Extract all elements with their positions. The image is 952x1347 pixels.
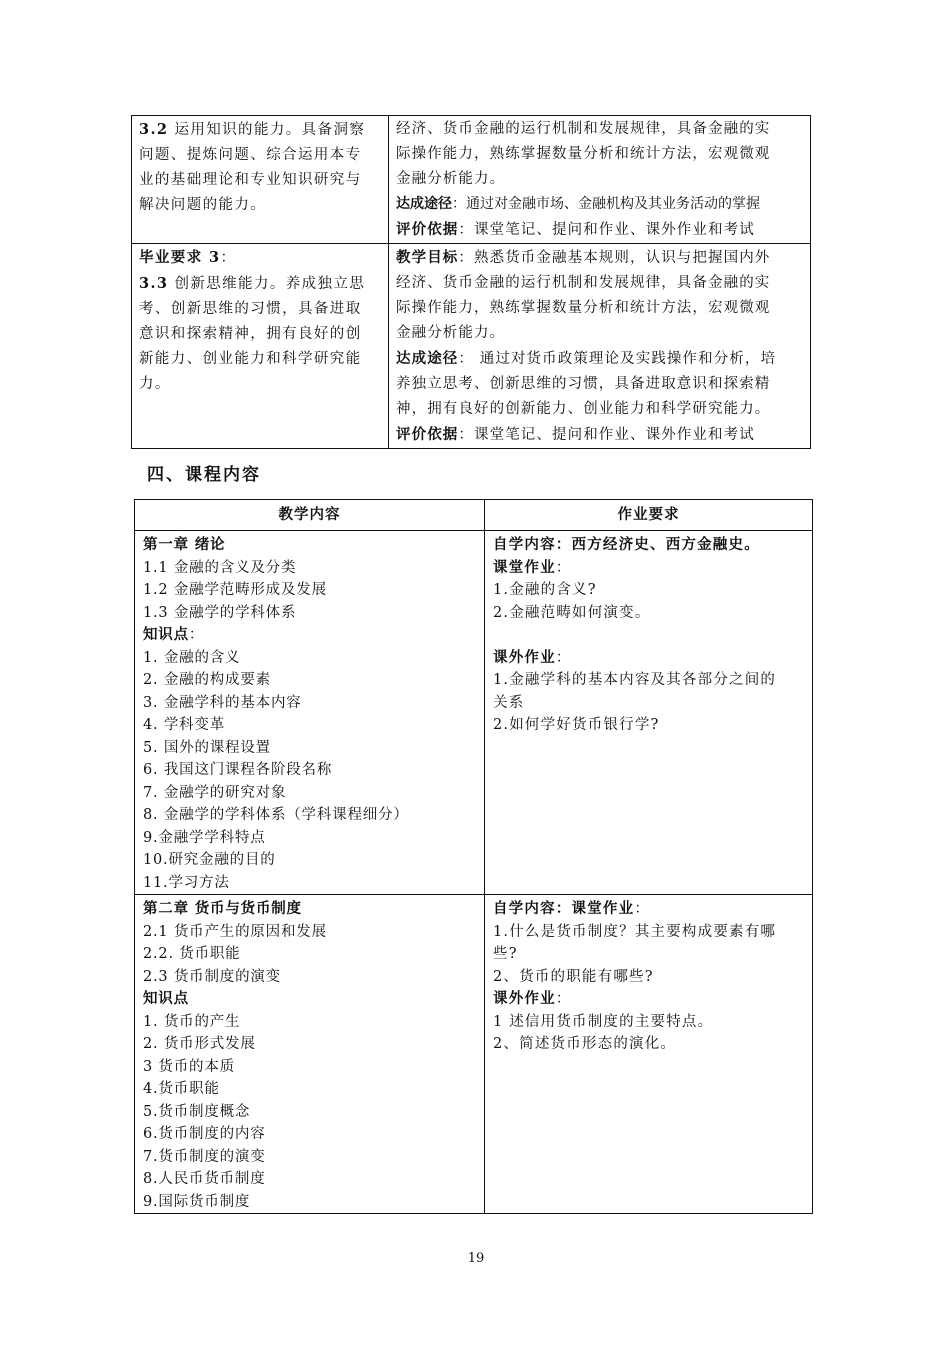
text-line (143, 849, 478, 872)
text-line (139, 143, 382, 168)
line-text: 关系 (493, 694, 525, 711)
table-row (135, 895, 813, 1214)
text-line (143, 1033, 478, 1056)
bold-label: 知识点 (143, 990, 189, 1007)
line-text: 4. 学科变革 (143, 717, 226, 733)
text-line (143, 647, 478, 670)
line-text: 意识和探索精神，拥有良好的创 (139, 326, 362, 342)
line-text: 1. 金融的含义 (143, 649, 241, 666)
line-text: 些? (493, 946, 518, 962)
text-line (396, 142, 804, 167)
line-text: 养独立思考、创新思维的习惯，具备进取意识和探索精 (396, 376, 771, 392)
objectives-table (131, 115, 811, 449)
text-line (143, 1101, 478, 1124)
line-text: ： (634, 901, 651, 917)
bold-label: 第二章 货币与货币制度 (143, 900, 302, 917)
line-text: ： (220, 250, 237, 266)
line-text: 9.国际货币制度 (143, 1193, 251, 1210)
text-line (139, 347, 382, 372)
text-line (139, 372, 382, 397)
page-number: 19 (467, 1251, 485, 1266)
bold-label: 课堂作业 (493, 558, 556, 576)
line-text: 5.货币制度概念 (143, 1103, 251, 1120)
line-text: 1.什么是货币制度？其主要构成要素有哪 (493, 923, 777, 940)
text-line (143, 602, 478, 625)
text-line (493, 943, 806, 966)
text-line (396, 296, 804, 321)
text-line (493, 579, 806, 602)
text-line (396, 271, 804, 296)
line-text: 1.3 金融学的学科体系 (143, 604, 297, 621)
text-line (139, 297, 382, 322)
table-row (135, 531, 813, 895)
line-text: 8.人民币货币制度 (143, 1171, 266, 1187)
text-line (493, 898, 806, 921)
section-heading: 四、课程内容 (147, 465, 261, 485)
homework-cell (485, 531, 813, 895)
text-line (143, 943, 478, 966)
bold-label: 知识点 (143, 626, 189, 643)
line-text: ： (555, 649, 572, 666)
bold-label: 教学目标 (396, 249, 459, 266)
text-line (396, 321, 804, 346)
line-text: ： (555, 559, 572, 576)
table-row (132, 116, 811, 244)
objective-cell (389, 244, 811, 449)
line-text: 1.2 金融学范畴形成及发展 (143, 582, 327, 598)
text-line (396, 372, 804, 397)
line-text: 3. 金融学科的基本内容 (143, 694, 302, 711)
bold-label: 达成途径 (396, 350, 459, 367)
text-line (493, 1011, 806, 1034)
line-text: 1.1 金融的含义及分类 (143, 559, 297, 576)
line-text: 金融分析能力。 (396, 325, 506, 341)
line-text: 解决问题的能力。 (139, 197, 267, 213)
line-text: ：课堂笔记、提问和作业、课外作业和考试 (458, 222, 755, 238)
requirement-cell (132, 244, 389, 449)
line-text: 2.3 货币制度的演变 (143, 968, 281, 985)
text-line (143, 966, 478, 989)
header-teaching-content: 教学内容 (135, 500, 485, 531)
table-header-row (135, 500, 813, 531)
line-text: 际操作能力，熟练掌握数量分析和统计方法，宏观微观 (396, 146, 771, 162)
line-text: 经济、货币金融的运行机制和发展规律，具备金融的实 (396, 121, 771, 137)
text-line (139, 322, 382, 347)
objective-cell (389, 116, 811, 244)
line-text: 11.学习方法 (143, 874, 230, 891)
line-text: 1. 货币的产生 (143, 1013, 241, 1030)
line-text: 7.货币制度的演变 (143, 1148, 266, 1165)
line-text: 9.金融学学科特点 (143, 829, 266, 846)
requirement-cell (132, 116, 389, 244)
line-text: 问题、提炼问题、综合运用本专 (139, 147, 362, 163)
text-line (493, 692, 806, 715)
homework-cell (485, 895, 813, 1214)
line-text: 10.研究金融的目的 (143, 852, 276, 868)
line-text: 6.货币制度的内容 (143, 1126, 266, 1142)
text-line (493, 921, 806, 944)
line-text: 经济、货币金融的运行机制和发展规律，具备金融的实 (396, 275, 771, 291)
text-line (143, 1168, 478, 1191)
line-text: ： (555, 991, 572, 1007)
line-text: 2.如何学好货币银行学? (493, 717, 660, 733)
line-text: 新能力、创业能力和科学研究能 (139, 351, 362, 367)
text-line (493, 557, 806, 580)
text-line (143, 714, 478, 737)
line-text: 创新思维能力。养成独立思 (168, 276, 366, 292)
text-line (143, 1078, 478, 1101)
text-line (396, 245, 804, 271)
text-line (396, 117, 804, 142)
line-text: 4.货币职能 (143, 1081, 220, 1097)
text-line (143, 804, 478, 827)
text-line (143, 1056, 478, 1079)
bold-label: 评价依据 (396, 221, 459, 238)
text-line (139, 245, 382, 271)
line-text: 2.2. 货币职能 (143, 946, 241, 962)
line-text: 金融分析能力。 (396, 171, 506, 187)
line-text: 1.金融的含义? (493, 582, 597, 598)
line-text: 2、货币的职能有哪些? (493, 968, 654, 985)
line-text: 8. 金融学的学科体系（学科课程细分） (143, 807, 409, 823)
bold-label: 自学内容：课堂作业 (493, 900, 635, 917)
text-line (139, 193, 382, 218)
text-line (493, 647, 806, 670)
text-line (493, 624, 806, 647)
line-text: 6. 我国这门课程各阶段名称 (143, 762, 333, 778)
text-line (143, 827, 478, 850)
text-line (396, 167, 804, 192)
text-line (493, 988, 806, 1011)
text-line (396, 217, 804, 243)
line-text: 2、简述货币形态的演化。 (493, 1036, 677, 1052)
line-text: 2. 金融的构成要素 (143, 672, 271, 688)
text-line (143, 692, 478, 715)
text-line (396, 346, 804, 372)
text-line (493, 669, 806, 692)
line-text: 1.金融学科的基本内容及其各部分之间的 (493, 672, 777, 688)
table-row (132, 244, 811, 449)
text-line (143, 921, 478, 944)
text-line (143, 872, 478, 895)
line-text: ：课堂笔记、提问和作业、课外作业和考试 (458, 427, 755, 443)
line-text: 际操作能力，熟练掌握数量分析和统计方法，宏观微观 (396, 300, 771, 316)
line-text: 神，拥有良好的创新能力、创业能力和科学研究能力。 (396, 401, 771, 417)
content-cell (135, 531, 485, 895)
content-cell (135, 895, 485, 1214)
bold-label: 3.3 (139, 275, 169, 292)
bold-label: 毕业要求 3 (139, 249, 221, 266)
line-text: 业的基础理论和专业知识研究与 (139, 172, 362, 188)
text-line (493, 714, 806, 737)
text-line (143, 988, 478, 1011)
text-line (143, 1146, 478, 1169)
text-line (493, 602, 806, 625)
text-line (139, 271, 382, 297)
text-line (143, 579, 478, 602)
line-text: ：熟悉货币金融基本规则，认识与把握国内外 (458, 250, 771, 266)
text-line (139, 117, 382, 143)
line-text: 3 货币的本质 (143, 1058, 235, 1075)
line-text: 5. 国外的课程设置 (143, 739, 271, 756)
line-text: 2. 货币形式发展 (143, 1036, 256, 1052)
line-text: ：通过对金融市场、金融机构及其业务活动的掌握 (452, 196, 760, 212)
bold-label: 自学内容：西方经济史、西方金融史。 (493, 536, 760, 553)
text-line (493, 1033, 806, 1056)
bold-label: 达成途径 (396, 196, 452, 212)
bold-label: 3.2 (139, 121, 169, 138)
text-line (143, 1011, 478, 1034)
line-text: 运用知识的能力。具备洞察 (168, 122, 366, 138)
text-line (396, 397, 804, 422)
text-line (396, 192, 804, 217)
bold-label: 第一章 绪论 (143, 536, 226, 553)
text-line (143, 534, 478, 557)
text-line (143, 737, 478, 760)
text-line (139, 168, 382, 193)
line-text: ： 通过对货币政策理论及实践操作和分析，培 (458, 351, 777, 367)
text-line (143, 898, 478, 921)
text-line (143, 624, 478, 647)
text-line (493, 966, 806, 989)
line-text: ： (188, 627, 205, 643)
text-line (143, 1123, 478, 1146)
line-text: 2.1 货币产生的原因和发展 (143, 923, 327, 940)
line-text: 1 述信用货币制度的主要特点。 (493, 1013, 714, 1030)
text-line (143, 782, 478, 805)
text-line (143, 669, 478, 692)
line-text: 7. 金融学的研究对象 (143, 784, 287, 801)
bold-label: 课外作业 (493, 648, 556, 666)
text-line (143, 557, 478, 580)
bold-label: 评价依据 (396, 426, 459, 443)
text-line (493, 534, 806, 557)
header-homework: 作业要求 (485, 500, 813, 531)
text-line (143, 759, 478, 782)
line-text: 力。 (139, 376, 171, 392)
text-line (143, 1191, 478, 1214)
line-text: 2.金融范畴如何演变。 (493, 604, 651, 621)
course-content-table (134, 499, 813, 1214)
bold-label: 课外作业 (493, 990, 556, 1007)
line-text: 考、创新思维的习惯，具备进取 (139, 301, 362, 317)
text-line (396, 422, 804, 448)
